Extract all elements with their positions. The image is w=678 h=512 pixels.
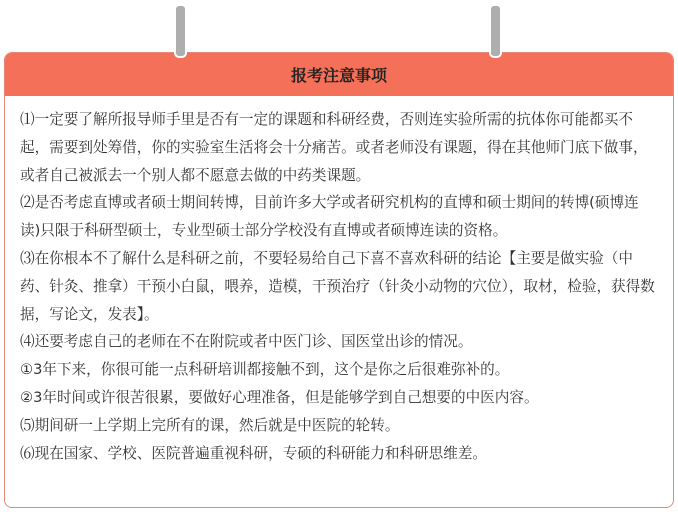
paragraph-4-sub-2: ②3年时间或许很苦很累，要做好心理准备，但是能够学到自己想要的中医内容。 (20, 388, 539, 406)
paragraph-4: ⑷还要考虑自己的老师在不在附院或者中医门诊、国医堂出诊的情况。 (20, 333, 473, 351)
notice-card (4, 52, 674, 508)
left-binder-pin-icon (174, 4, 187, 58)
paragraph-1: ⑴一定要了解所报导师手里是否有一定的课题和科研经费，否则连实验所需的抗体你可能都买不起，需要到处筹借，你的实验室生活将会十分痛苦。或者老师没有课题，得在其他师门底下做事，或者自己被派去一个别人都不愿意去做的中药类课题。 (20, 111, 648, 184)
paragraph-2: ⑵是否考虑直博或者硕士期间转博，目前许多大学或者研究机构的直博和硕士期间的转博(硕博连读)只限于科研型硕士，专业型硕士部分学校没有直博或者硕博连读的资格。 (20, 194, 639, 240)
paragraph-5: ⑸期间研一上学期上完所有的课，然后就是中医院的轮转。 (20, 416, 400, 434)
paragraph-4-sub-1: ①3年下来，你很可能一点科研培训都接触不到，这个是你之后很难弥补的。 (20, 361, 510, 379)
card-title: 报考注意事项 (5, 53, 673, 96)
card-body (5, 96, 673, 467)
paragraph-6: ⑹现在国家、学校、医院普遍重视科研，专硕的科研能力和科研思维差。 (20, 444, 488, 462)
right-binder-pin-icon (489, 4, 502, 58)
paragraph-3: ⑶在你根本不了解什么是科研之前，不要轻易给自己下喜不喜欢科研的结论【主要是做实验（中药、针灸、推拿）干预小白鼠，喂养，造模，干预治疗（针灸小动物的穴位），取材，检验，获得数据，写论文，发表】。 (20, 249, 655, 323)
